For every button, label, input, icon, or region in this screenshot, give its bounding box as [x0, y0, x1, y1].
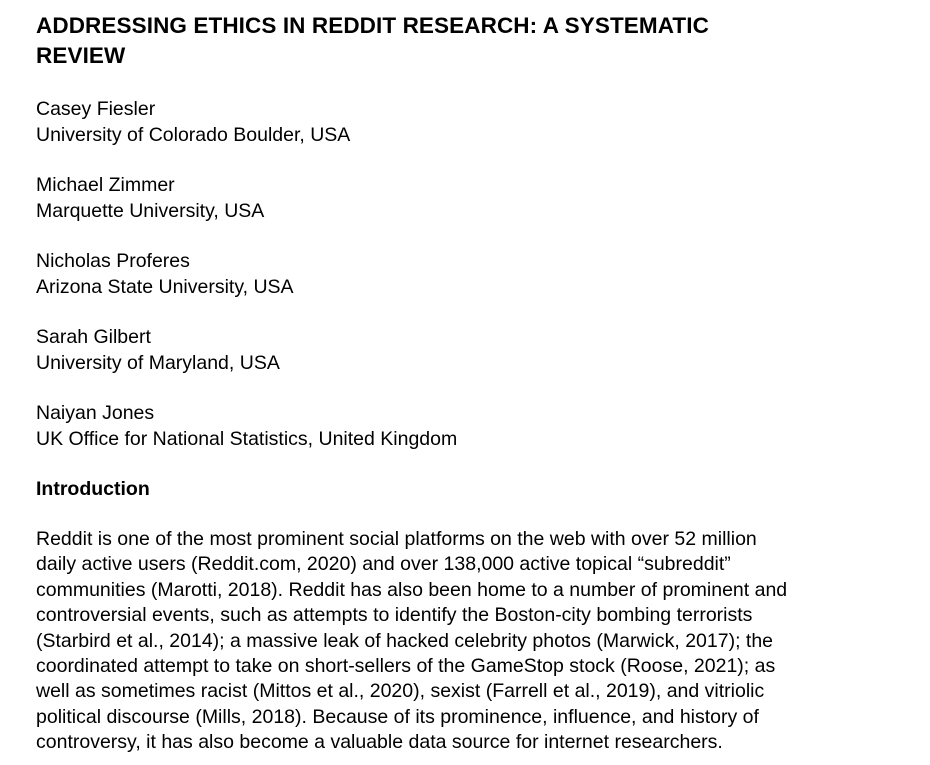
- author-block-2: [36, 172, 736, 224]
- paper-title: [36, 11, 836, 71]
- paragraph-line: daily active users (Reddit.com, 2020) and over 138,000 active topical “subreddit”: [36, 553, 731, 576]
- section-heading-introduction: Introduction: [36, 478, 150, 500]
- introduction-paragraph: [36, 527, 896, 756]
- paragraph-line: (Starbird et al., 2014); a massive leak of hacked celebrity photos (Marwick, 2017); the: [36, 629, 774, 652]
- paper-title-line-1: ADDRESSING ETHICS IN REDDIT RESEARCH: A SYSTEMATIC: [36, 13, 709, 38]
- author-name: Naiyan Jones: [36, 402, 155, 424]
- author-name: Michael Zimmer: [36, 174, 175, 196]
- author-block-3: [36, 248, 736, 300]
- author-name: Sarah Gilbert: [36, 326, 151, 348]
- author-affiliation: University of Colorado Boulder, USA: [36, 124, 351, 146]
- author-name: Casey Fiesler: [36, 98, 156, 120]
- author-affiliation: UK Office for National Statistics, United Kingdom: [36, 428, 458, 450]
- author-affiliation: University of Maryland, USA: [36, 352, 280, 374]
- paragraph-line: controversial events, such as attempts to identify the Boston-city bombing terrorists: [36, 604, 753, 627]
- paragraph-line: controversy, it has also become a valuable data source for internet researchers.: [36, 731, 723, 754]
- author-affiliation: Arizona State University, USA: [36, 276, 294, 298]
- author-block-4: [36, 324, 736, 376]
- paragraph-line: coordinated attempt to take on short-sellers of the GameStop stock (Roose, 2021); as: [36, 655, 776, 678]
- paragraph-line: political discourse (Mills, 2018). Because of its prominence, influence, and history of: [36, 705, 759, 728]
- author-name: Nicholas Proferes: [36, 250, 190, 272]
- author-block-5: [36, 400, 736, 452]
- author-block-1: [36, 96, 736, 148]
- paragraph-line: Reddit is one of the most prominent social platforms on the web with over 52 million: [36, 528, 757, 550]
- paper-title-line-2: REVIEW: [36, 43, 126, 68]
- paragraph-line: communities (Marotti, 2018). Reddit has also been home to a number of prominent and: [36, 578, 788, 601]
- author-affiliation: Marquette University, USA: [36, 200, 265, 222]
- paragraph-line: well as sometimes racist (Mittos et al., 2020), sexist (Farrell et al., 2019), and vitriolic: [36, 680, 765, 703]
